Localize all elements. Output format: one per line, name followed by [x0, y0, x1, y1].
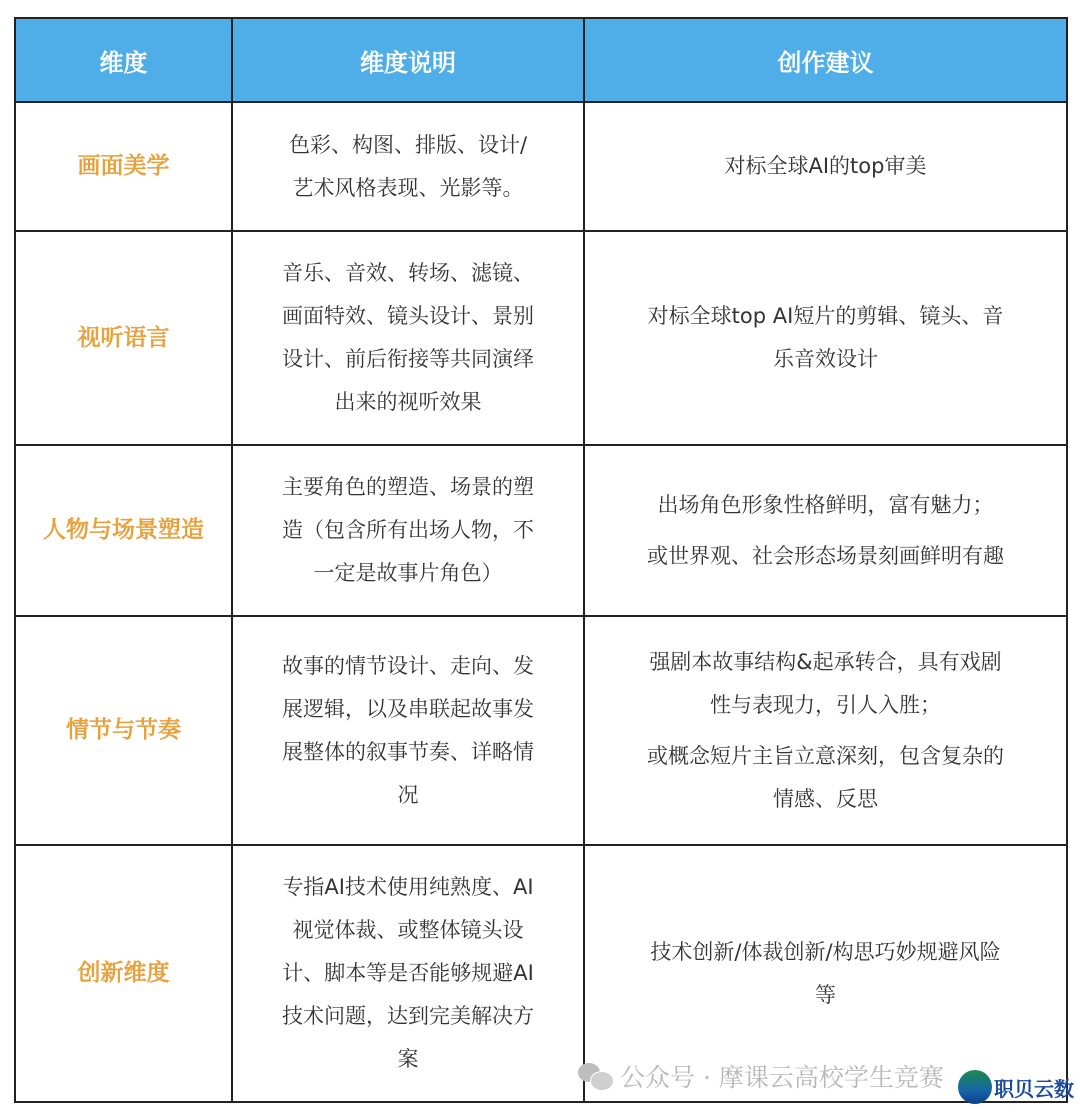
- logo-text: 职贝云数: [994, 1076, 1074, 1101]
- wechat-icon: [578, 1063, 612, 1089]
- description-cell: [232, 102, 584, 231]
- description-paragraph: [245, 124, 571, 210]
- description-line: 展逻辑，以及串联起故事发: [282, 696, 534, 721]
- description-line: 色彩、构图、排版、设计/: [288, 132, 528, 157]
- description-paragraph: [245, 466, 571, 595]
- watermark: [578, 1058, 944, 1094]
- logo: [958, 1070, 1074, 1104]
- table-row: [15, 445, 1067, 616]
- advice-line: 等: [815, 982, 836, 1007]
- advice-cell: [584, 102, 1067, 231]
- advice-line: 对标全球top AI短片的剪辑、镜头、音: [647, 304, 1004, 328]
- description-line: 造（包含所有出场人物，不: [282, 518, 534, 542]
- advice-cell: [584, 616, 1067, 845]
- description-line: 技术问题，达到完美解决方: [282, 1004, 534, 1028]
- description-line: 视觉体裁、或整体镜头设: [292, 918, 524, 942]
- header-description: 维度说明: [232, 18, 584, 102]
- description-line: 一定是故事片角色）: [313, 561, 503, 585]
- advice-line: 或世界观、社会形态场景刻画鲜明有趣: [647, 543, 1004, 568]
- description-line: 设计、前后衔接等共同演绎: [282, 347, 534, 371]
- dimension-cell: 视听语言: [15, 231, 232, 445]
- description-cell: [232, 845, 584, 1102]
- dimension-cell: 情节与节奏: [15, 616, 232, 845]
- header-row: [15, 18, 1067, 102]
- advice-line: 乐音效设计: [773, 347, 878, 371]
- header-advice: 创作建议: [584, 18, 1067, 102]
- advice-line: 性与表现力，引人入胜；: [710, 692, 941, 717]
- advice-line: 技术创新/体裁创新/构思巧妙规避风险: [650, 939, 1001, 964]
- description-line: 主要角色的塑造、场景的塑: [282, 475, 534, 499]
- description-line: 画面特效、镜头设计、景别: [282, 304, 534, 328]
- description-cell: [232, 445, 584, 616]
- description-line: 艺术风格表现、光影等。: [292, 175, 524, 200]
- description-line: 专指AI技术使用纯熟度、AI: [282, 875, 534, 899]
- advice-paragraph: [597, 641, 1054, 727]
- description-paragraph: [245, 866, 571, 1081]
- dimension-cell: 创新维度: [15, 845, 232, 1102]
- advice-paragraph: [597, 295, 1054, 381]
- logo-globe-icon: [958, 1070, 992, 1104]
- advice-line: 或概念短片主旨立意深刻，包含复杂的: [647, 743, 1004, 768]
- advice-paragraph: [597, 535, 1054, 578]
- advice-cell: [584, 445, 1067, 616]
- advice-paragraph: [597, 484, 1054, 527]
- description-line: 况: [397, 782, 419, 807]
- advice-line: 强剧本故事结构&起承转合，具有戏剧: [649, 649, 1002, 674]
- description-cell: [232, 616, 584, 845]
- description-line: 案: [397, 1047, 419, 1071]
- table-row: [15, 102, 1067, 231]
- dimension-cell: 人物与场景塑造: [15, 445, 232, 616]
- advice-paragraph: [597, 931, 1054, 1017]
- description-paragraph: [245, 252, 571, 424]
- advice-paragraph: [597, 735, 1054, 821]
- advice-line: 对标全球AI的top审美: [724, 154, 927, 178]
- header-dimension: 维度: [15, 18, 232, 102]
- dimension-cell: 画面美学: [15, 102, 232, 231]
- description-line: 故事的情节设计、走向、发: [282, 653, 534, 678]
- watermark-text: 公众号 · 摩课云高校学生竞赛: [620, 1063, 944, 1092]
- description-line: 计、脚本等是否能够规避AI: [282, 961, 534, 985]
- evaluation-table: [14, 17, 1068, 1103]
- table-row: [15, 616, 1067, 845]
- description-line: 展整体的叙事节奏、详略情: [282, 739, 534, 764]
- advice-paragraph: [597, 145, 1054, 188]
- advice-line: 情感、反思: [773, 786, 878, 811]
- advice-cell: [584, 231, 1067, 445]
- description-line: 音乐、音效、转场、滤镜、: [282, 261, 534, 285]
- description-line: 出来的视听效果: [334, 390, 482, 414]
- description-paragraph: [245, 645, 571, 817]
- advice-line: 出场角色形象性格鲜明，富有魅力；: [657, 492, 994, 517]
- description-cell: [232, 231, 584, 445]
- table-row: [15, 231, 1067, 445]
